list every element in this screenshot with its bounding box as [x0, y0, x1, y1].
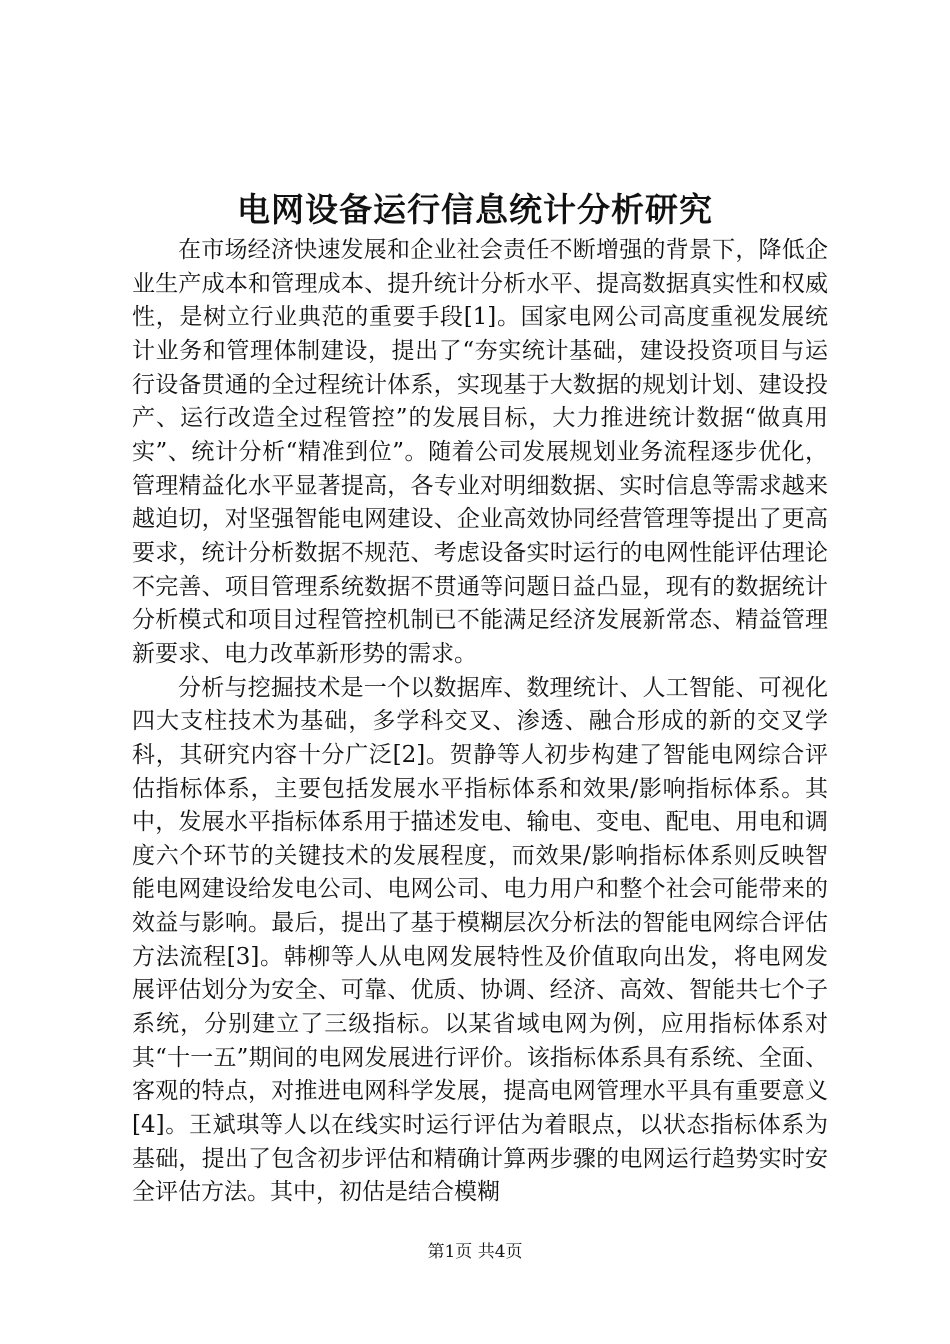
page-footer	[0, 1240, 950, 1264]
page-total: 共4页	[477, 1242, 523, 1262]
paragraph-1: 在市场经济快速发展和企业社会责任不断增强的背景下，降低企业生产成本和管理成本、提升统计分析水平、提高数据真实性和权威性，是树立行业典范的重要手段[1]。国家电网公司高度重视发展统计业务和管理体制建设，提出了“夯实统计基础，建设投资项目与运行设备贯通的全过程统计体系，实现基于大数据的规划计划、建设投产、运行改造全过程管控”的发展目标，大力推进统计数据“做真用实”、统计分析“精准到位”。随着公司发展规划业务流程逐步优化，管理精益化水平显著提高，各专业对明细数据、实时信息等需求越来越迫切，对坚强智能电网建设、企业高效协同经营管理等提出了更高要求，统计分析数据不规范、考虑设备实时运行的电网性能评估理论不完善、项目管理系统数据不贯通等问题日益凸显，现有的数据统计分析模式和项目过程管控机制已不能满足经济发展新常态、精益管理新要求、电力改革新形势的需求。	[132, 237, 828, 667]
document-title: 电网设备运行信息统计分析研究	[237, 190, 713, 229]
document-body	[132, 234, 828, 1210]
paragraph-2: 分析与挖掘技术是一个以数据库、数理统计、人工智能、可视化四大支柱技术为基础，多学科交叉、渗透、融合形成的新的交叉学科，其研究内容十分广泛[2]。贺静等人初步构建了智能电网综合评估指标体系，主要包括发展水平指标体系和效果/影响指标体系。其中，发展水平指标体系用于描述发电、输电、变电、配电、用电和调度六个环节的关键技术的发展程度，而效果/影响指标体系则反映智能电网建设给发电公司、电网公司、电力用户和整个社会可能带来的效益与影响。最后，提出了基于模糊层次分析法的智能电网综合评估方法流程[3]。韩柳等人从电网发展特性及价值取向出发，将电网发展评估划分为安全、可靠、优质、协调、经济、高效、智能共七个子系统，分别建立了三级指标。以某省域电网为例，应用指标体系对其“十一五”期间的电网发展进行评价。该指标体系具有系统、全面、客观的特点，对推进电网科学发展，提高电网管理水平具有重要意义[4]。王斌琪等人以在线实时运行评估为着眼点，以状态指标体系为基础，提出了包含初步评估和精确计算两步骤的电网运行趋势实时安全评估方法。其中，初估是结合模糊	[132, 674, 828, 1206]
page-number: 第1页	[427, 1242, 473, 1262]
